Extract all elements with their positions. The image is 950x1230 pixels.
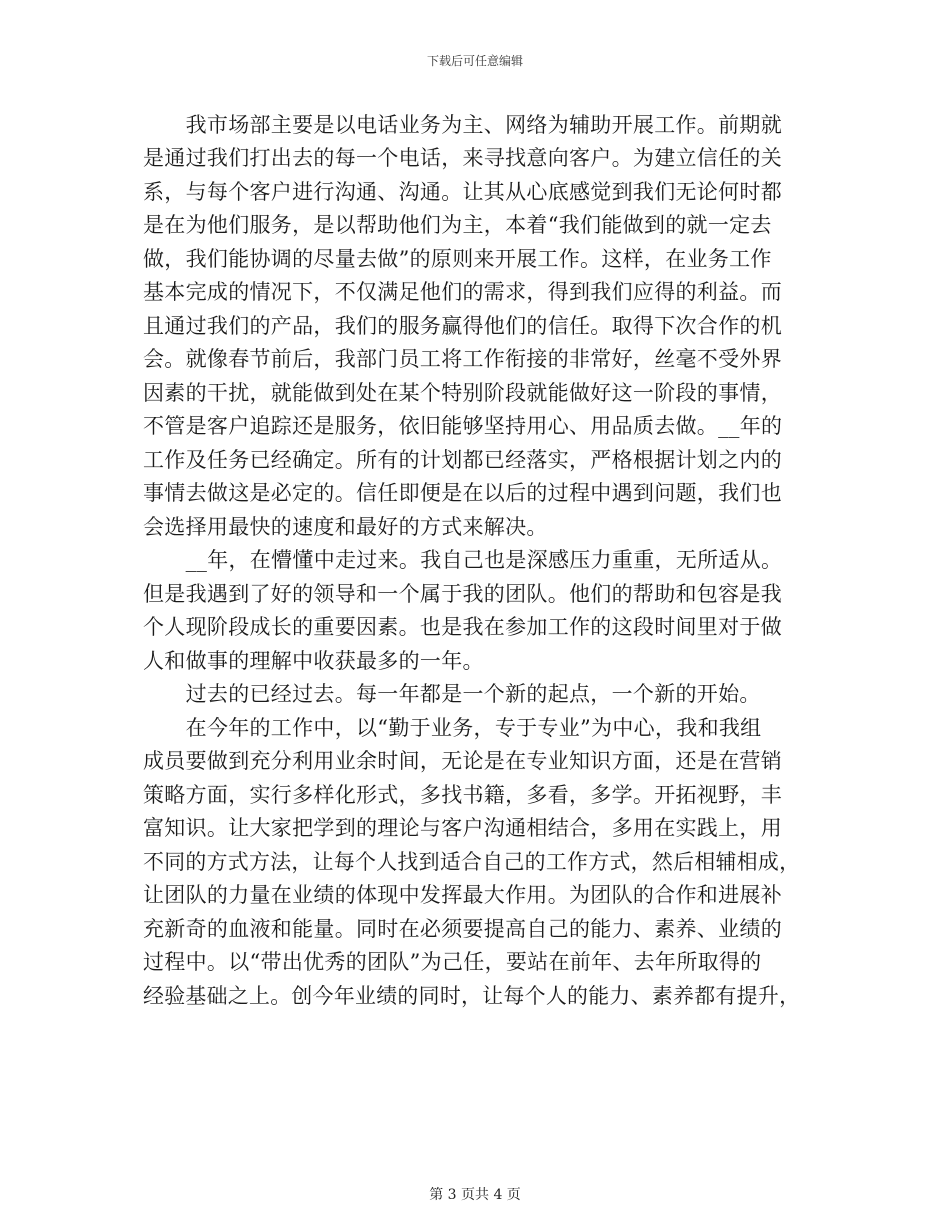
text-line: 会选择用最快的速度和最好的方式来解决。 bbox=[143, 515, 548, 539]
text-line: 是在为他们服务，是以帮助他们为主，本着“我们能做到的就一定去 bbox=[143, 213, 772, 237]
text-line: 系，与每个客户进行沟通、沟通。让其从心底感觉到我们无论何时都 bbox=[143, 180, 782, 204]
text-line: 不同的方式方法，让每个人找到适合自己的工作方式，然后相辅相成， bbox=[143, 850, 801, 874]
text-line: 事情去做这是必定的。信任即便是在以后的过程中遇到问题，我们也 bbox=[143, 481, 782, 505]
text-line: __年，在懵懂中走过来。我自己也是深感压力重重，无所适从。 bbox=[143, 548, 783, 572]
text-line: 在今年的工作中，以“勤于业务，专于专业”为中心，我和我组 bbox=[143, 716, 762, 740]
text-line: 我市场部主要是以电话业务为主、网络为辅助开展工作。前期就 bbox=[143, 113, 782, 137]
text-line: 人和做事的理解中收获最多的一年。 bbox=[143, 649, 484, 673]
text-line: 因素的干扰，就能做到处在某个特别阶段就能做好这一阶段的事情， bbox=[143, 381, 782, 405]
page-number-footer: 第 3 页共 4 页 bbox=[429, 1187, 521, 1203]
text-line: 充新奇的血液和能量。同时在必须要提高自己的能力、素养、业绩的 bbox=[143, 917, 782, 941]
text-line: 不管是客户追踪还是服务，依旧能够坚持用心、用品质去做。__年的 bbox=[143, 414, 783, 438]
text-line: 且通过我们的产品，我们的服务赢得他们的信任。取得下次合作的机 bbox=[143, 314, 782, 338]
text-line: 会。就像春节前后，我部门员工将工作衔接的非常好，丝毫不受外界 bbox=[143, 347, 782, 371]
text-line: 过程中。以“带出优秀的团队”为己任，要站在前年、去年所取得的 bbox=[143, 950, 762, 974]
text-line: 个人现阶段成长的重要因素。也是我在参加工作的这段时间里对于做 bbox=[143, 615, 782, 639]
text-line: 过去的已经过去。每一年都是一个新的起点，一个新的开始。 bbox=[143, 682, 761, 706]
text-line: 工作及任务已经确定。所有的计划都已经落实，严格根据计划之内的 bbox=[143, 448, 782, 472]
text-line: 但是我遇到了好的领导和一个属于我的团队。他们的帮助和包容是我 bbox=[143, 582, 782, 606]
text-line: 策略方面，实行多样化形式，多找书籍，多看，多学。开拓视野，丰 bbox=[143, 783, 782, 807]
text-line: 经验基础之上。创今年业绩的同时，让每个人的能力、素养都有提升， bbox=[143, 984, 801, 1008]
text-line: 让团队的力量在业绩的体现中发挥最大作用。为团队的合作和进展补 bbox=[143, 883, 782, 907]
text-line: 做，我们能协调的尽量去做”的原则来开展工作。这样，在业务工作 bbox=[143, 247, 772, 271]
text-line: 基本完成的情况下，不仅满足他们的需求，得到我们应得的利益。而 bbox=[143, 280, 782, 304]
text-line: 成员要做到充分利用业余时间，无论是在专业知识方面，还是在营销 bbox=[143, 749, 782, 773]
text-line: 富知识。让大家把学到的理论与客户沟通相结合，多用在实践上，用 bbox=[143, 816, 782, 840]
page-header: 下载后可任意编辑 bbox=[426, 54, 523, 68]
text-line: 是通过我们打出去的每一个电话，来寻找意向客户。为建立信任的关 bbox=[143, 146, 782, 170]
